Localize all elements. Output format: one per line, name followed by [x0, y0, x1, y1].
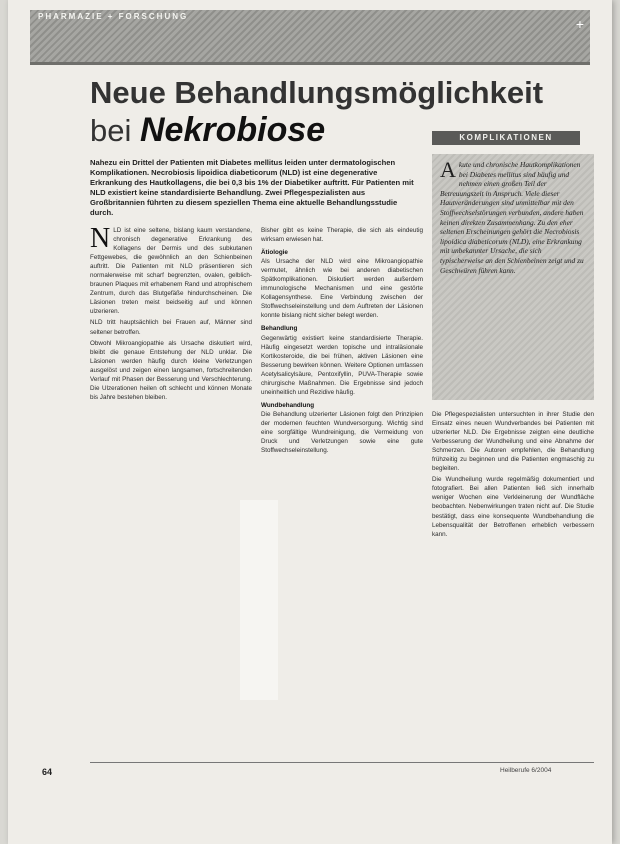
headline-prefix: bei — [90, 113, 132, 148]
col3-paragraph-1: Die Pflegespezialisten untersuchten in ihrer Studie den Einsatz eines neuen Wundverbandes bei Patienten mit ulzerierter NLD. Die Ergebnisse zeigten eine deutliche Verbesserung der Wundheilung und eine Abnahme der Schmerzen. Die Autoren empfehlen, die Behandlung frühzeitig zu beginnen und die Patienten engmaschig zu begleiten. — [432, 411, 594, 473]
sidebar-box — [432, 154, 594, 400]
journal-issue: Heilberufe 6/2004 — [500, 767, 552, 774]
sidebar-body: kute und chronische Hautkomplikationen bei Diabetes mellitus sind häufig und nehmen einen großen Teil der Betreuungszeit in Anspruch. Viele dieser Hautveränderungen sind unmittelbar mit den Stoffwechselstörungen verbunden, andere haben keinen direkten Zusammenhang. Zu den eher seltenen Erscheinungen gehört die Necrobiosis lipoidica diabeticorum (NLD), eine Erkrankung mit unbekannter Ursache, die sich typischerweise an den Schienbeinen zeigt und zu Geschwüren führen kann. — [440, 160, 584, 275]
col2-paragraph-4: Die Behandlung ulzerierter Läsionen folgt den Prinzipien der modernen feuchten Wundversorgung. Wichtig sind eine sorgfältige Wundreinigung, die Vermeidung von Druck und Verletzungen sowie eine gute Stoffwechseleinstellung. — [261, 410, 423, 455]
footer-divider — [90, 762, 594, 763]
subheading-treatment: Behandlung — [261, 325, 298, 333]
scan-watermark — [240, 500, 278, 700]
col2-paragraph-1: Bisher gibt es keine Therapie, die sich als eindeutig wirksam erwiesen hat. — [261, 227, 423, 244]
column-2 — [261, 226, 423, 457]
column-3 — [432, 410, 594, 541]
subheading-wound-care: Wundbehandlung — [261, 401, 315, 409]
headline-line1: Neue Behandlungsmöglichkeit — [90, 75, 544, 110]
col1-paragraph-2: NLD tritt hauptsächlich bei Frauen auf, Männer sind seltener betroffen. — [90, 319, 252, 336]
column-dropcap: N — [90, 223, 111, 254]
col3-paragraph-2: Die Wundheilung wurde regelmäßig dokumentiert und fotografiert. Bei allen Patienten ließ sich innerhalb weniger Wochen eine Verkleinerung der Wundfläche beobachten. Nebenwirkungen traten nicht auf. Die Studie bestätigt, dass eine konsequente Wundbehandlung die Lebensqualität der Betroffenen erheblich verbessern kann. — [432, 476, 594, 538]
col1-paragraph-1: LD ist eine seltene, bislang kaum verstandene, chronisch degenerative Erkrankung des Kollagens der Dermis und des subkutanen Fettgewebes, die gewöhnlich an den Schienbeinen auftritt. Die Patienten mit NLD präsentieren sich normalerweise mit scharf begrenzten, ovalen, gelblich-braunen Plaques mit erhabenem Rand und atrophischem Zentrum, durch das Blutgefäße hindurchscheinen. Die Läsionen treten meist beidseitig auf und können ulzerieren. — [90, 227, 252, 316]
subheading-etiology: Ätiologie — [261, 249, 288, 257]
sidebar-label-box: KOMPLIKATIONEN — [432, 131, 580, 145]
col1-paragraph-3: Obwohl Mikroangiopathie als Ursache diskutiert wird, bleibt die genaue Entstehung der NLD unklar. Die Läsionen werden häufig durch kleine Verletzungen ausgelöst und zeigen einen langsamen, fortschreitenden Verlauf mit Phasen der Besserung und Verschlechterung. Die Ulzerationen heilen oft schlecht und können Monate bis Jahre bestehen bleiben. — [90, 339, 252, 401]
headline-emphasis: Nekrobiose — [140, 111, 326, 149]
headline-line2 — [90, 110, 390, 151]
col2-paragraph-2: Als Ursache der NLD wird eine Mikroangiopathie vermutet, ähnlich wie bei anderen diabetischen Spätkomplikationen. Diskutiert werden außerdem immunologische Mechanismen und eine gestörte Kollagensynthese. Eine Verbindung zwischen der Stoffwechseleinstellung und dem Auftreten der Läsionen konnte bislang nicht sicher belegt werden. — [261, 258, 423, 320]
sidebar-dropcap: A — [440, 157, 456, 182]
magazine-page — [8, 0, 612, 844]
page-number: 64 — [42, 767, 53, 777]
col2-paragraph-3: Gegenwärtig existiert keine standardisierte Therapie. Häufig eingesetzt werden topische und intraläsionale Kortikosteroide, die bei frühen, aktiven Läsionen eine Besserung bewirken können. Weitere Optionen umfassen Acetylsalicylsäure, Pentoxifyllin, PUVA-Therapie sowie chirurgische Maßnahmen. Die Ergebnisse sind jedoch uneinheitlich und Rezidive häufig. — [261, 334, 423, 396]
lead-paragraph: Nahezu ein Drittel der Patienten mit Diabetes mellitus leiden unter dermatologischen Komplikationen. Necrobiosis lipoidica diabeticorum (NLD) ist eine degenerative Erkrankung des Hautkollagens, die bei 0,3 bis 1% der Diabetiker auftritt. Für Patienten mit NLD existiert keine standardisierte Behandlung. Zwei Pflegespezialisten aus Großbritannien führten zu diesem speziellen Thema eine aktuelle Behandlungsstudie durch. — [90, 158, 414, 217]
section-label: PHARMAZIE + FORSCHUNG — [38, 12, 189, 21]
column-1 — [90, 223, 252, 404]
plus-icon: + — [575, 16, 585, 32]
